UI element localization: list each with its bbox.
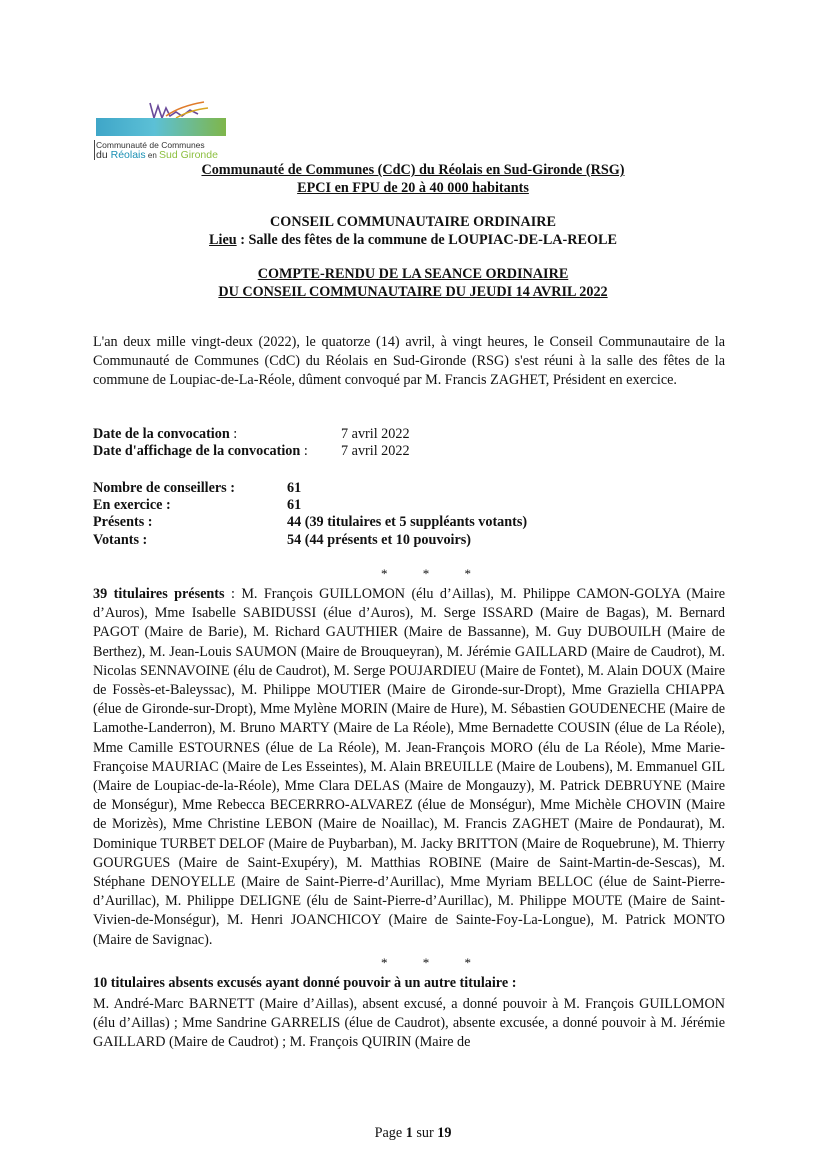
absent-heading: 10 titulaires absents excusés ayant donné pouvoir à un autre titulaire : — [93, 975, 517, 991]
count-label-voters: Votants : — [93, 532, 148, 548]
place-label: Lieu — [209, 232, 237, 248]
logo-en: en — [145, 151, 159, 160]
report-title-line2: DU CONSEIL COMMUNAUTAIRE DU JEUDI 14 AVRIL 2022 — [218, 284, 608, 300]
posting-date-value: 7 avril 2022 — [341, 443, 410, 459]
report-title-line1: COMPTE-RENDU DE LA SEANCE ORDINAIRE — [257, 266, 569, 282]
logo-bar — [94, 140, 95, 160]
present-members-paragraph — [93, 585, 725, 950]
present-heading: 39 titulaires présents — [93, 586, 225, 602]
section-separator: * * * — [381, 566, 487, 581]
logo-line1: Communauté de Communes — [96, 140, 205, 150]
current-page: 1 — [405, 1125, 413, 1141]
present-list: : M. François GUILLOMON (élu d’Aillas), M. Philippe CAMON-GOLYA (Maire d’Auros), Mme Isabelle SABIDUSSI (élue d’Auros), M. Serge ISSARD (Maire de Bagas), M. Bernard PAGOT (Maire de Barie), M. Richard GAUTHIER (Maire de Bassanne), M. Guy DUBOUILH (Maire de Berthez), M. Jean-Louis SAUMON (Maire de Brouqueyran), M. Jérémie GAILLARD (Maire de Caudrot), M. Nicolas SENNAVOINE (élu de Caudrot), M. Serge POUJARDIEU (Maire de Fontet), M. Alain DOUX (Maire de Fossès-et-Baleyssac), M. Philippe MOUTIER (Maire de Gironde-sur-Dropt), Mme Graziella CHIAPPA (élue de Gironde-sur-Dropt), Mme Mylène MORIN (Maire de Hure), M. Sébastien GOUDENECHE (Maire de Lamothe-Landerron), M. Bruno MARTY (Maire de La Réole), Mme Bernadette COUSIN (élue de La Réole), Mme Camille ESTOURNES (élue de La Réole), M. Jean-François MORO (élu de La Réole), Mme Marie-Françoise MAURIAC (Maire de Les Esseintes), M. Alain BREUILLE (Maire de Loubens), M. Emmanuel GIL (Maire de Loupiac-de-la-Réole), Mme Clara DELAS (Maire de Mongauzy), M. Patrick DEBRUYNE (Maire de Monségur), Mme Rebecca BECERRRO-ALVAREZ (élue de Monségur), Mme Michèle CHOVIN (Maire de Morizès), Mme Christine LEBON (Maire de Noaillac), M. Francis ZAGHET (Maire de Pondaurat), M. Dominique TURBET DELOF (Maire de Puybarban), M. Jacky BRITTON (Maire de Roquebrune), M. Thierry GOURGUES (Maire de Saint-Exupéry), M. Matthias ROBINE (Maire de Saint-Martin-de-Sescas), M. Stéphane DENOYELLE (Maire de Saint-Pierre-d’Aurillac), Mme Myriam BELLOC (élue de Saint-Pierre-d’Aurillac), M. Philippe DELIGNE (élu de Saint-Pierre-d’Aurillac), M. Philippe MOUTE (Maire de Saint-Vivien-de-Monségur), M. Henri JOANCHICOY (Maire de Sainte-Foy-La-Longue), M. Patrick MONTO (Maire de Savignac). — [93, 586, 725, 948]
count-value-voters: 54 (44 présents et 10 pouvoirs) — [287, 532, 472, 548]
intro-paragraph — [93, 333, 725, 391]
cdc-logo — [94, 98, 229, 164]
convocation-date-label — [93, 426, 237, 443]
meeting-place — [0, 232, 826, 249]
convocation-date-label-text: Date de la convocation — [93, 426, 230, 442]
org-name: Communauté de Communes (CdC) du Réolais en Sud-Gironde (RSG) — [201, 162, 625, 178]
intro-text: L'an deux mille vingt-deux (2022), le quatorze (14) avril, à vingt heures, le Conseil Communautaire de la Communauté de Communes (CdC) du Réolais en Sud-Gironde (RSG) s'est réuni à la salle des fêtes de la commune de Loupiac-de-La-Réole, dûment convoqué par M. Francis ZAGHET, Président en exercice. — [93, 334, 725, 389]
logo-du: du — [96, 149, 111, 161]
posting-date-sep: : — [300, 443, 308, 459]
logo-reolais: Réolais — [110, 149, 146, 161]
page-middle: sur — [412, 1125, 438, 1141]
council-title: CONSEIL COMMUNAUTAIRE ORDINAIRE — [270, 214, 556, 230]
logo-band — [96, 118, 226, 136]
count-value-councillors: 61 — [287, 480, 302, 496]
absent-members-paragraph — [93, 995, 725, 1053]
total-pages: 19 — [437, 1125, 452, 1141]
page-prefix: Page — [374, 1125, 406, 1141]
org-category: EPCI en FPU de 20 à 40 000 habitants — [297, 180, 529, 196]
place-value: : Salle des fêtes de la commune de LOUPIAC-DE-LA-REOLE — [236, 232, 617, 248]
count-label-in-office: En exercice : — [93, 497, 171, 513]
convocation-date-value: 7 avril 2022 — [341, 426, 410, 442]
convocation-date-sep: : — [229, 426, 238, 442]
count-value-present: 44 (39 titulaires et 5 suppléants votants) — [287, 514, 528, 530]
count-label-councillors: Nombre de conseillers : — [93, 480, 235, 496]
count-value-in-office: 61 — [287, 497, 302, 513]
section-separator-2: * * * — [381, 955, 487, 970]
page-number — [0, 1125, 826, 1142]
absent-list: M. André-Marc BARNETT (Maire d’Aillas), absent excusé, a donné pouvoir à M. François GUILLOMON (élu d’Aillas) ; Mme Sandrine GARRELIS (élue de Caudrot), absente excusée, a donné pouvoir à M. Jérémie GAILLARD (Maire de Caudrot) ; M. François QUIRIN (Maire de — [93, 996, 725, 1051]
posting-date-label-text: Date d'affichage de la convocation — [93, 443, 301, 459]
logo-line2 — [96, 149, 218, 161]
count-label-present: Présents : — [93, 514, 153, 530]
logo-sud-gironde: Sud Gironde — [158, 149, 218, 161]
posting-date-label — [93, 443, 308, 460]
